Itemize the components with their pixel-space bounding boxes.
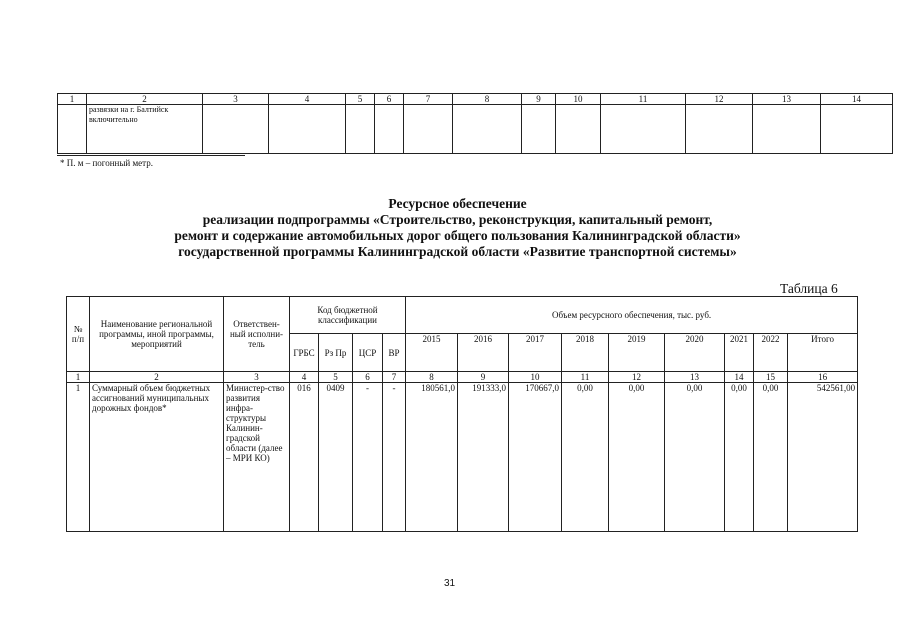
page-title: [60, 196, 855, 260]
row-name: Суммарный объем бюджетных ассигнований муниципальных дорожных фондов*: [90, 383, 224, 532]
col-header: 3: [203, 94, 269, 105]
col-header: 11: [601, 94, 686, 105]
row-num: 1: [67, 383, 90, 532]
table-cell: [404, 105, 453, 154]
continuation-table: [57, 93, 893, 154]
table-cell: [375, 105, 404, 154]
col-header: 2: [87, 94, 203, 105]
table-cell: [753, 105, 821, 154]
header-num: № п/п: [67, 297, 90, 372]
col-number: 7: [383, 372, 406, 383]
page-number: 31: [444, 578, 456, 589]
table-cell: [522, 105, 556, 154]
row-csr: -: [353, 383, 383, 532]
row-value-total: 542561,00: [788, 383, 858, 532]
col-number: 4: [290, 372, 319, 383]
col-header: 6: [375, 94, 404, 105]
table-cell: [601, 105, 686, 154]
col-number: 15: [754, 372, 788, 383]
row-value-2020: 0,00: [665, 383, 725, 532]
col-number: 9: [458, 372, 509, 383]
header-total: Итого: [788, 334, 858, 372]
table-cell: [686, 105, 753, 154]
header-name: Наименование региональной программы, иной программы, мероприятий: [90, 297, 224, 372]
table-cell: [346, 105, 375, 154]
header-volume: Объем ресурсного обеспечения, тыс. руб.: [406, 297, 858, 334]
title-line: Ресурсное обеспечение: [388, 196, 527, 211]
header-year: 2016: [458, 334, 509, 372]
col-number: 2: [90, 372, 224, 383]
col-header: 1: [58, 94, 87, 105]
title-line: ремонт и содержание автомобильных дорог общего пользования Калининградской области»: [174, 228, 741, 243]
header-year: 2020: [665, 334, 725, 372]
col-number: 14: [725, 372, 754, 383]
col-header: 7: [404, 94, 453, 105]
row-value-2015: 180561,0: [406, 383, 458, 532]
col-header: 5: [346, 94, 375, 105]
footnote-divider: [57, 155, 245, 156]
col-number: 5: [319, 372, 353, 383]
row-value-2016: 191333,0: [458, 383, 509, 532]
title-line: государственной программы Калининградской области «Развитие транспортной системы»: [178, 244, 737, 259]
table-row: [67, 383, 858, 532]
row-grbs: 016: [290, 383, 319, 532]
col-header: 13: [753, 94, 821, 105]
column-number-row: [67, 372, 858, 383]
col-number: 13: [665, 372, 725, 383]
table-cell: развязки на г. Балтийск включительно: [87, 105, 203, 154]
header-year: 2019: [609, 334, 665, 372]
table-cell: [821, 105, 893, 154]
footnote: * П. м – погонный метр.: [60, 158, 153, 168]
col-number: 10: [509, 372, 562, 383]
table-label: Таблица 6: [780, 281, 838, 296]
table-cell: [58, 105, 87, 154]
row-value-2022: 0,00: [754, 383, 788, 532]
resource-table: [66, 296, 858, 532]
col-header: 12: [686, 94, 753, 105]
row-responsible: Министер-ство развития инфра-структуры Калинин-градской области (далее – МРИ КО): [224, 383, 290, 532]
header-row: [67, 297, 858, 334]
col-header: 14: [821, 94, 893, 105]
row-value-2017: 170667,0: [509, 383, 562, 532]
table-cell: [269, 105, 346, 154]
row-value-2018: 0,00: [562, 383, 609, 532]
header-rzpr: Рз Пр: [319, 334, 353, 372]
col-header: 4: [269, 94, 346, 105]
header-budget-code: Код бюджетной классификации: [290, 297, 406, 334]
continuation-header-row: [58, 94, 893, 105]
col-number: 16: [788, 372, 858, 383]
col-number: 1: [67, 372, 90, 383]
header-responsible: Ответствен-ный исполни-тель: [224, 297, 290, 372]
col-number: 11: [562, 372, 609, 383]
header-year: 2018: [562, 334, 609, 372]
row-rzpr: 0409: [319, 383, 353, 532]
table-cell: [556, 105, 601, 154]
col-number: 6: [353, 372, 383, 383]
row-vr: -: [383, 383, 406, 532]
col-header: 9: [522, 94, 556, 105]
header-year: 2021: [725, 334, 754, 372]
header-grbs: ГРБС: [290, 334, 319, 372]
header-year: 2022: [754, 334, 788, 372]
col-number: 8: [406, 372, 458, 383]
header-year: 2017: [509, 334, 562, 372]
col-header: 10: [556, 94, 601, 105]
col-number: 12: [609, 372, 665, 383]
row-value-2019: 0,00: [609, 383, 665, 532]
continuation-data-row: [58, 105, 893, 154]
row-value-2021: 0,00: [725, 383, 754, 532]
table-cell: [453, 105, 522, 154]
header-year: 2015: [406, 334, 458, 372]
title-line: реализации подпрограммы «Строительство, реконструкция, капитальный ремонт,: [202, 212, 713, 227]
col-number: 3: [224, 372, 290, 383]
header-csr: ЦСР: [353, 334, 383, 372]
header-vr: ВР: [383, 334, 406, 372]
table-cell: [203, 105, 269, 154]
col-header: 8: [453, 94, 522, 105]
